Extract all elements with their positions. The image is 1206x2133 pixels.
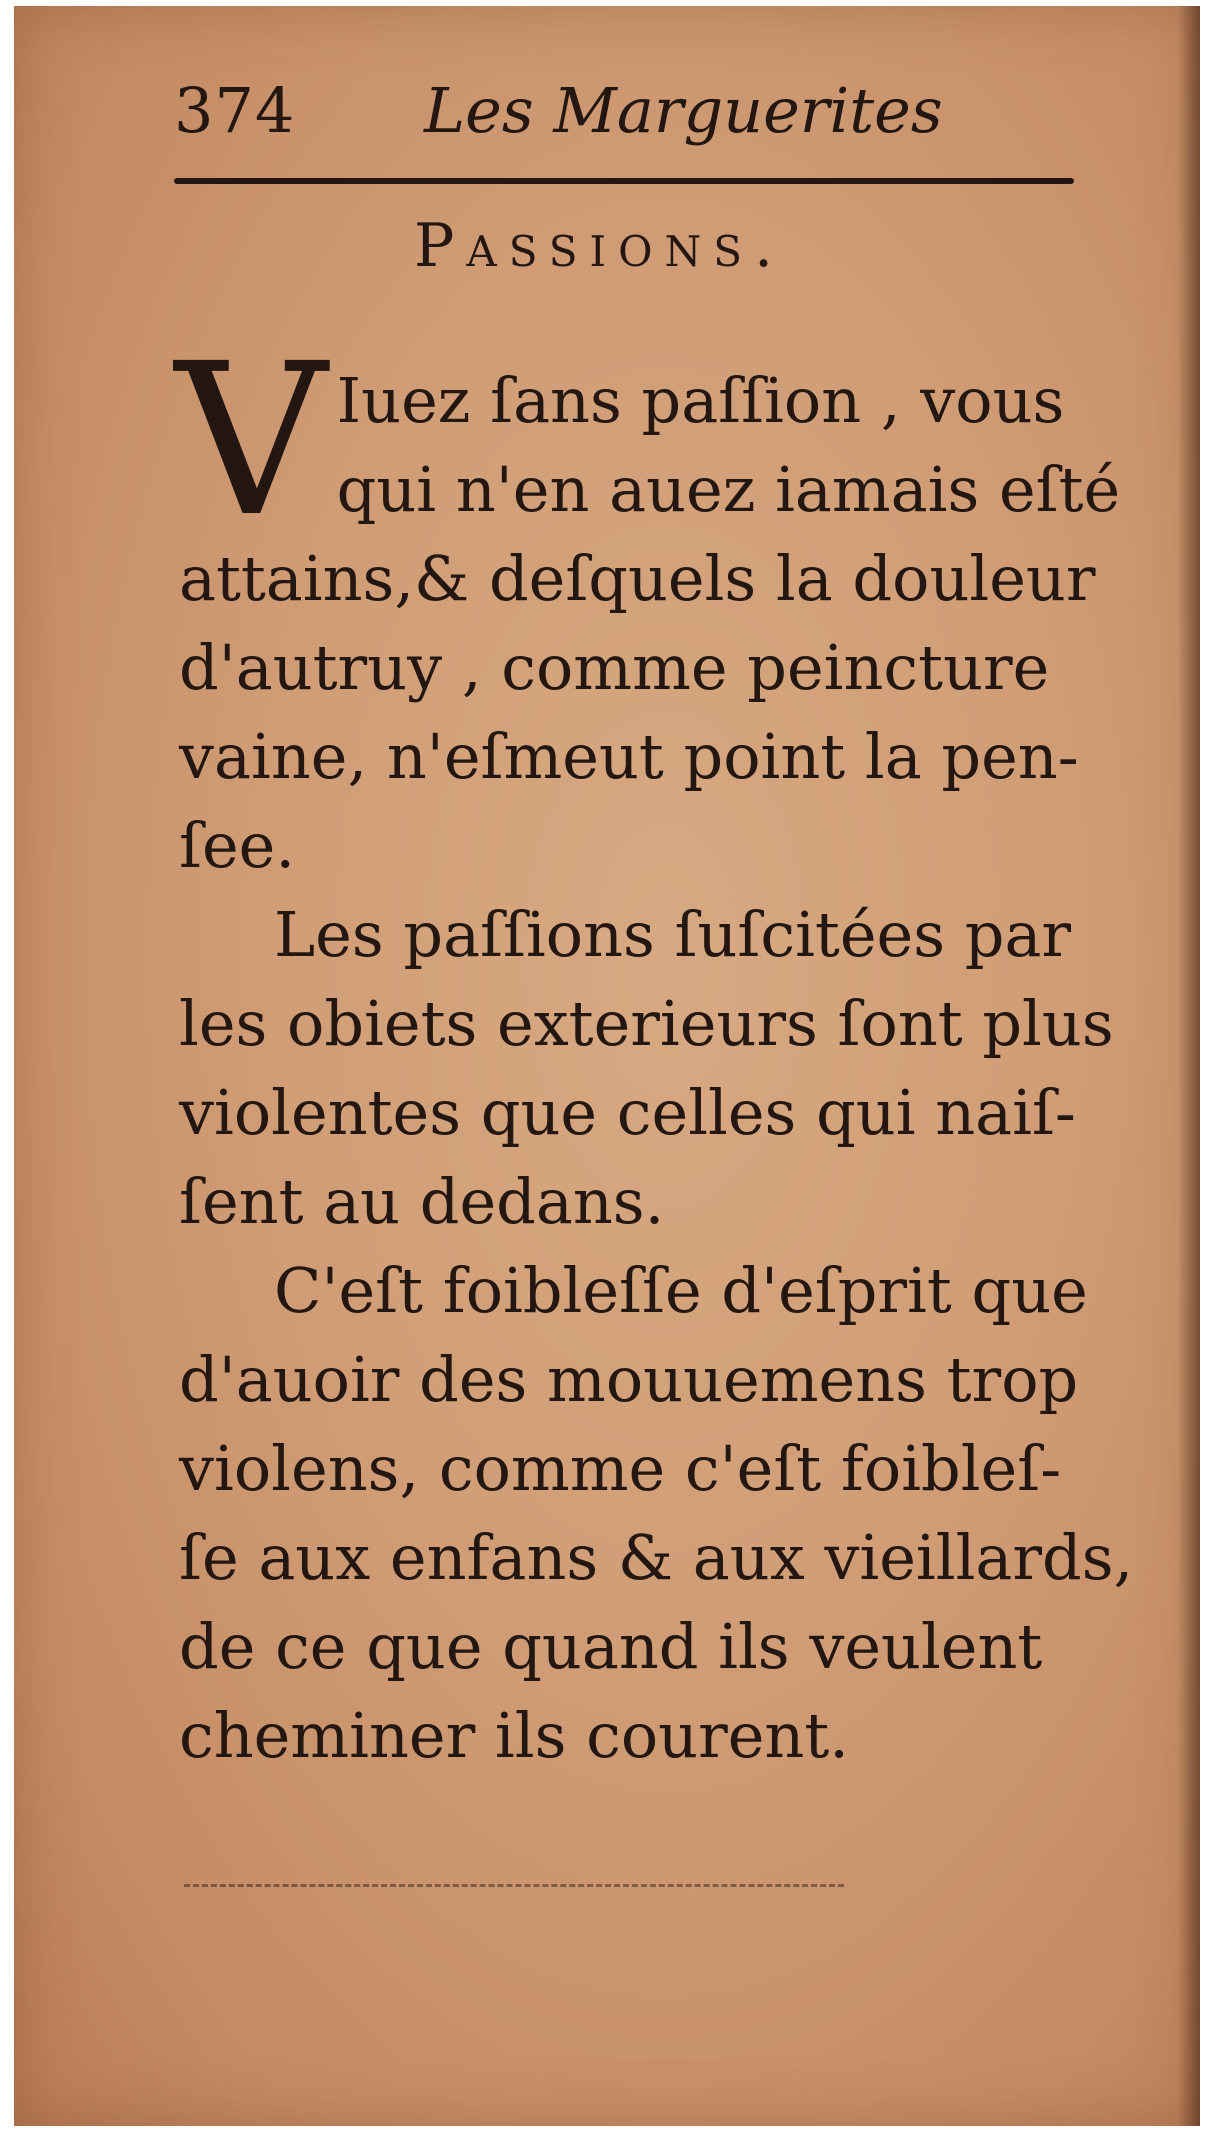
page-number: 374 xyxy=(174,74,296,147)
book-page xyxy=(14,6,1200,2126)
text-line: ſee. xyxy=(179,809,296,882)
body-text xyxy=(175,318,1134,1780)
paragraph-1 xyxy=(175,318,1121,890)
text-line: d'autruy , comme peincture xyxy=(179,631,1050,704)
text-line: de ce que quand ils veulent xyxy=(179,1610,1043,1683)
text-line: qui n'en auez iamais eſté xyxy=(336,453,1121,526)
text-line: violens, comme c'eſt foibleſ- xyxy=(179,1432,1062,1505)
drop-cap: V xyxy=(175,318,327,563)
bleed-through-rule xyxy=(184,1884,844,1887)
section-heading: Passions. xyxy=(414,211,786,281)
text-line: les obiets exterieurs ſont plus xyxy=(179,987,1114,1060)
text-line: cheminer ils courent. xyxy=(179,1699,849,1772)
running-title: Les Marguerites xyxy=(424,74,943,147)
paragraph-3 xyxy=(179,1246,1134,1780)
text-line: Les paſſions ſuſcitées par xyxy=(274,898,1072,971)
text-line: vaine, n'eſmeut point la pen- xyxy=(179,720,1079,793)
text-line: Iuez ſans paſſion , vous xyxy=(336,364,1065,437)
text-line: ſe aux enfans & aux vieillards, xyxy=(179,1521,1134,1594)
text-line: violentes que celles qui naiſ- xyxy=(179,1076,1076,1149)
text-line: d'auoir des mouuemens trop xyxy=(179,1343,1079,1416)
paragraph-2 xyxy=(179,890,1114,1246)
header-rule xyxy=(174,178,1074,184)
page-header xyxy=(174,74,1074,154)
text-line: C'eſt foibleſſe d'eſprit que xyxy=(274,1254,1088,1327)
text-line: attains,& deſquels la douleur xyxy=(179,542,1096,615)
text-line: ſent au dedans. xyxy=(179,1165,665,1238)
